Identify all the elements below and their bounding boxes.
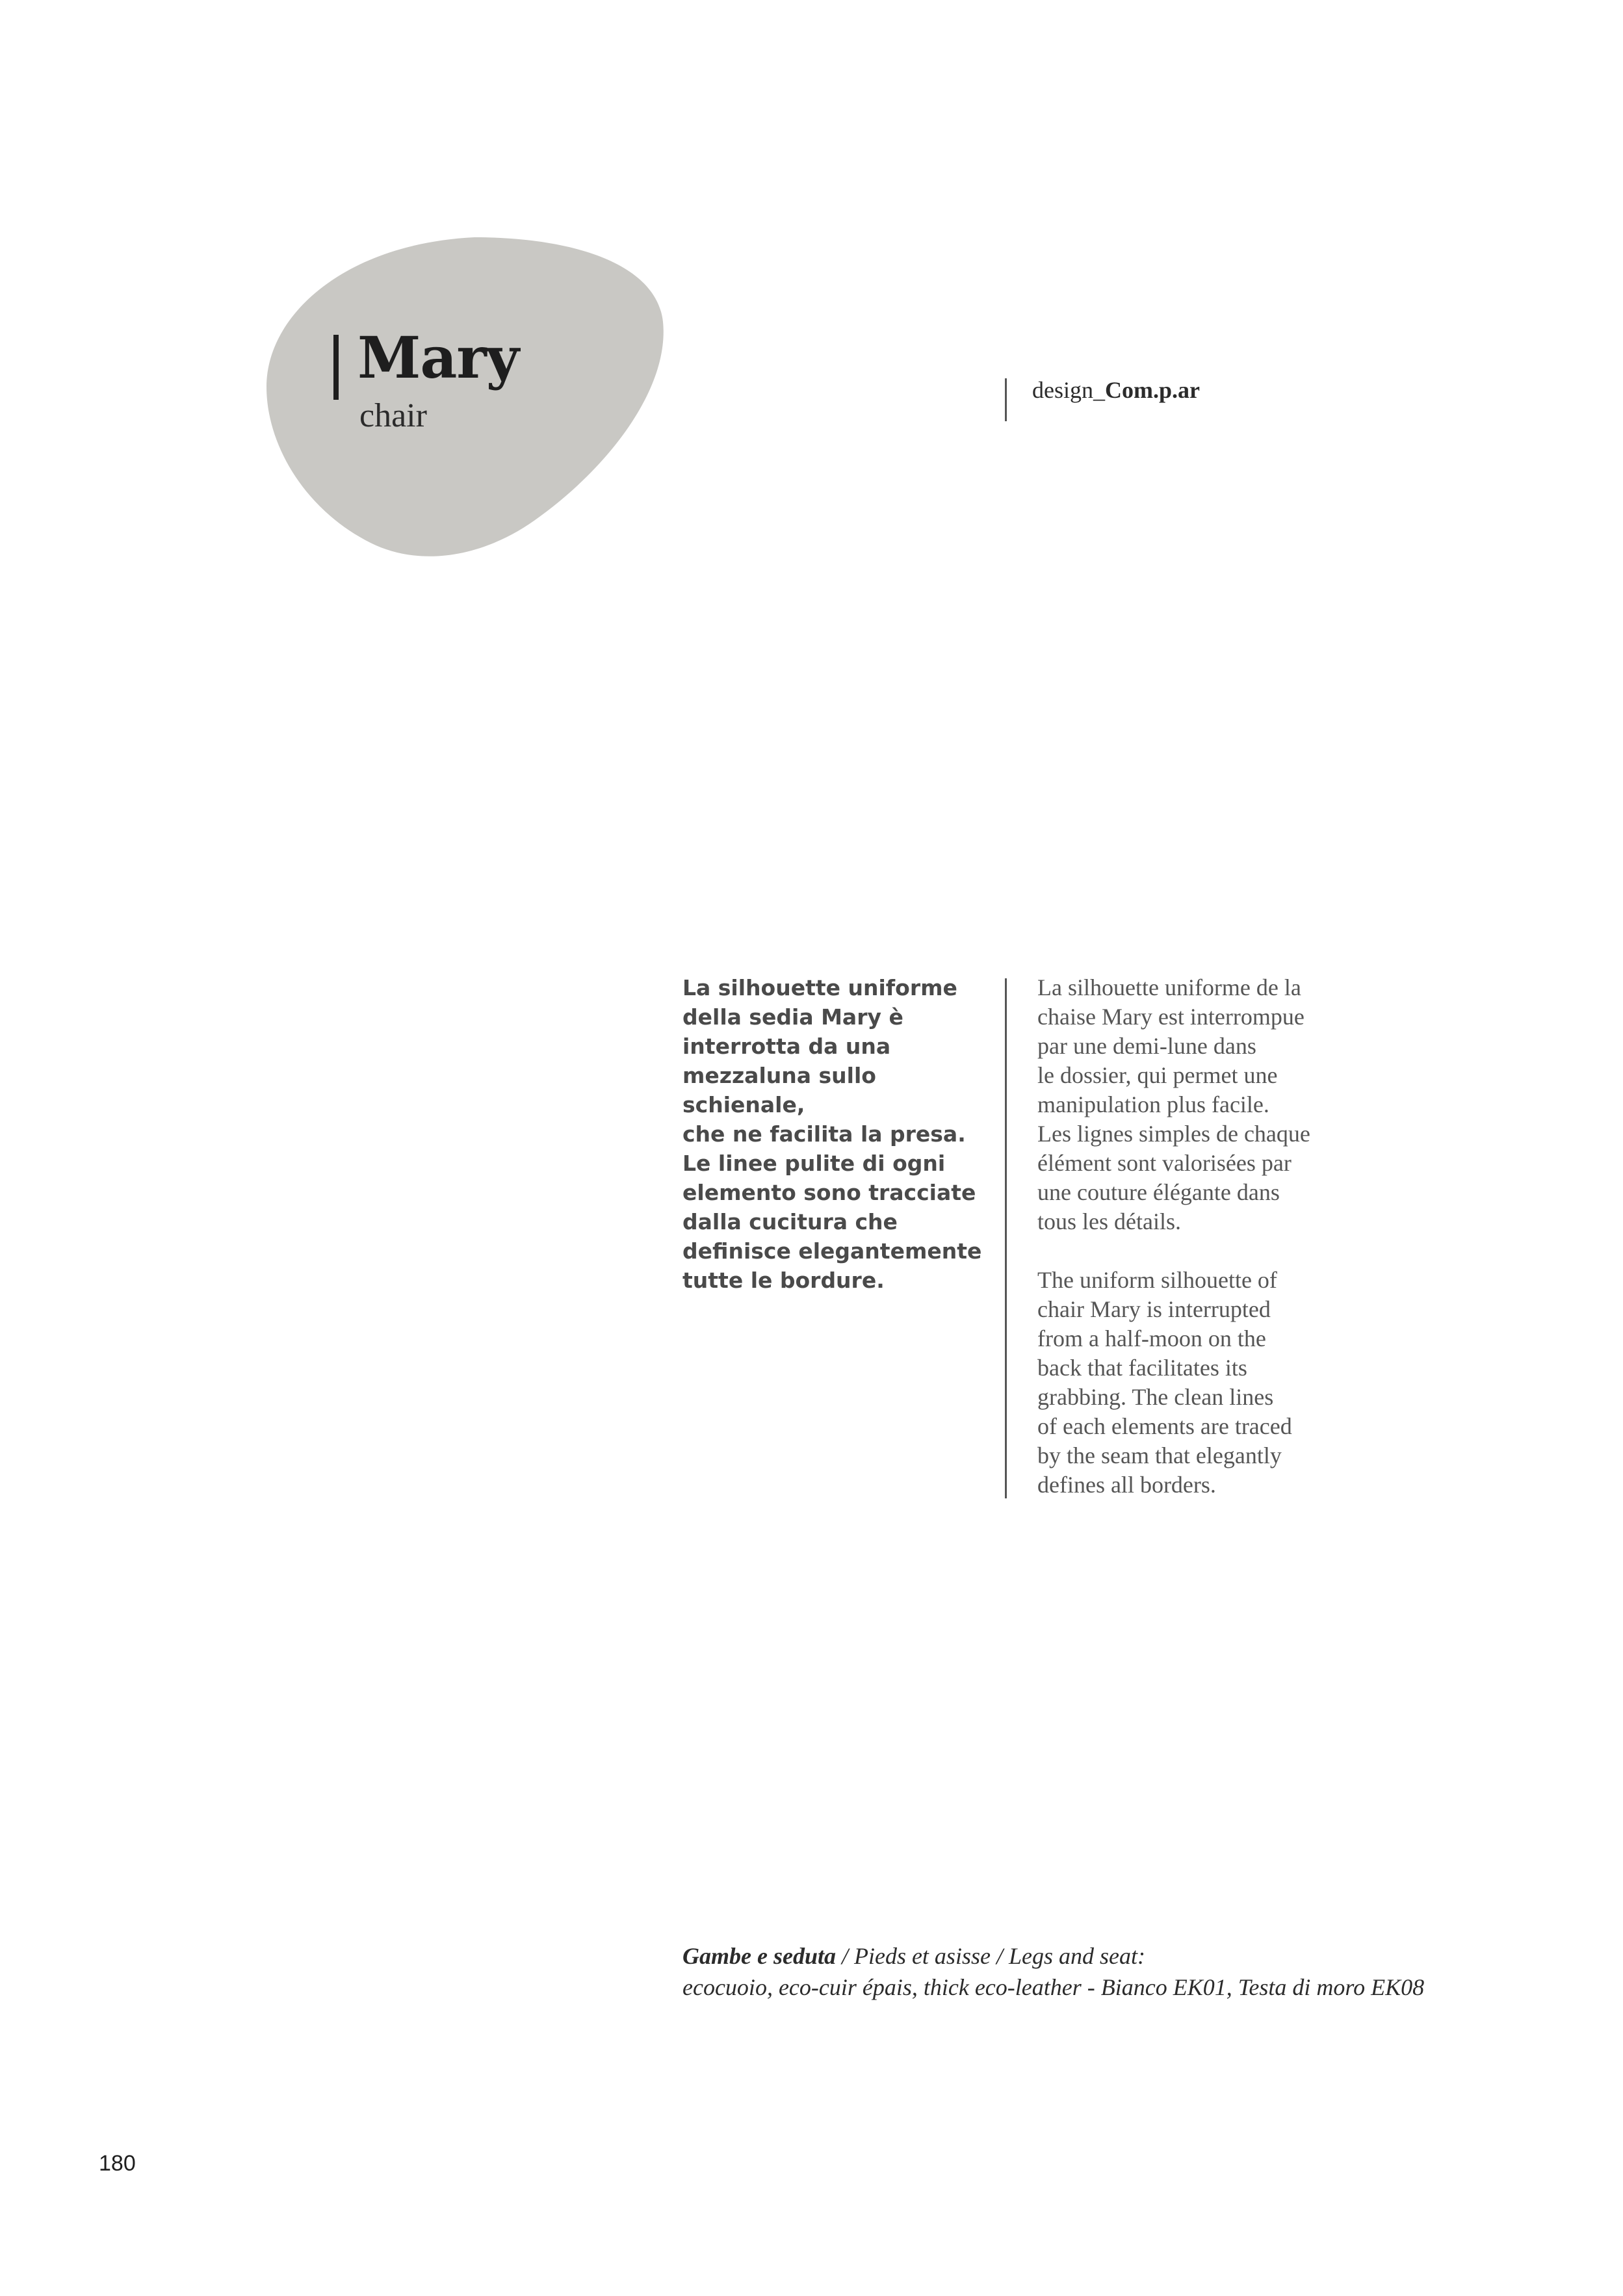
title-accent-bar [333,335,339,400]
page-number: 180 [99,2151,136,2176]
product-title: Mary [357,324,519,391]
designer-credit [1032,376,1200,404]
description-italian: La silhouette uniforme della sedia Mary è interrotta da una mezzaluna sullo schienale, che ne facilita la presa. Le linee pulite di ogni elemento sono tracciate dalla cucitura che definisce elegantemente tutte le bordure. [682,975,982,1293]
column-divider [1005,978,1007,1498]
product-subtitle: chair [359,397,427,434]
materials-heading [682,1940,1424,1972]
materials-label: Gambe e seduta [682,1943,836,1969]
materials-value: ecocuoio, eco-cuir épais, thick eco-leather - Bianco EK01, Testa di moro EK08 [682,1974,1425,2000]
materials-label-rest: / Pieds et asisse / Legs and seat: [835,1943,1145,1969]
title-blob-shape [266,237,669,562]
description-english: The uniform silhouette of chair Mary is interrupted from a half-moon on the back that facilitates its grabbing. The clean lines of each elements are traced by the seam that elegantly defines all borders. [1037,1267,1292,1498]
description-french: La silhouette uniforme de la chaise Mary est interrompue par une demi-lune dans le dossier, qui permet une manipulation plus facile. Les lignes simples de chaque élément sont valorisées par une couture élégante dans tous les détails. [1037,974,1310,1234]
designer-name: Com.p.ar [1105,377,1200,403]
blob-path [266,237,664,556]
designer-prefix: design_ [1032,377,1105,403]
materials-spec [682,1940,1424,2003]
designer-divider [1005,378,1007,421]
